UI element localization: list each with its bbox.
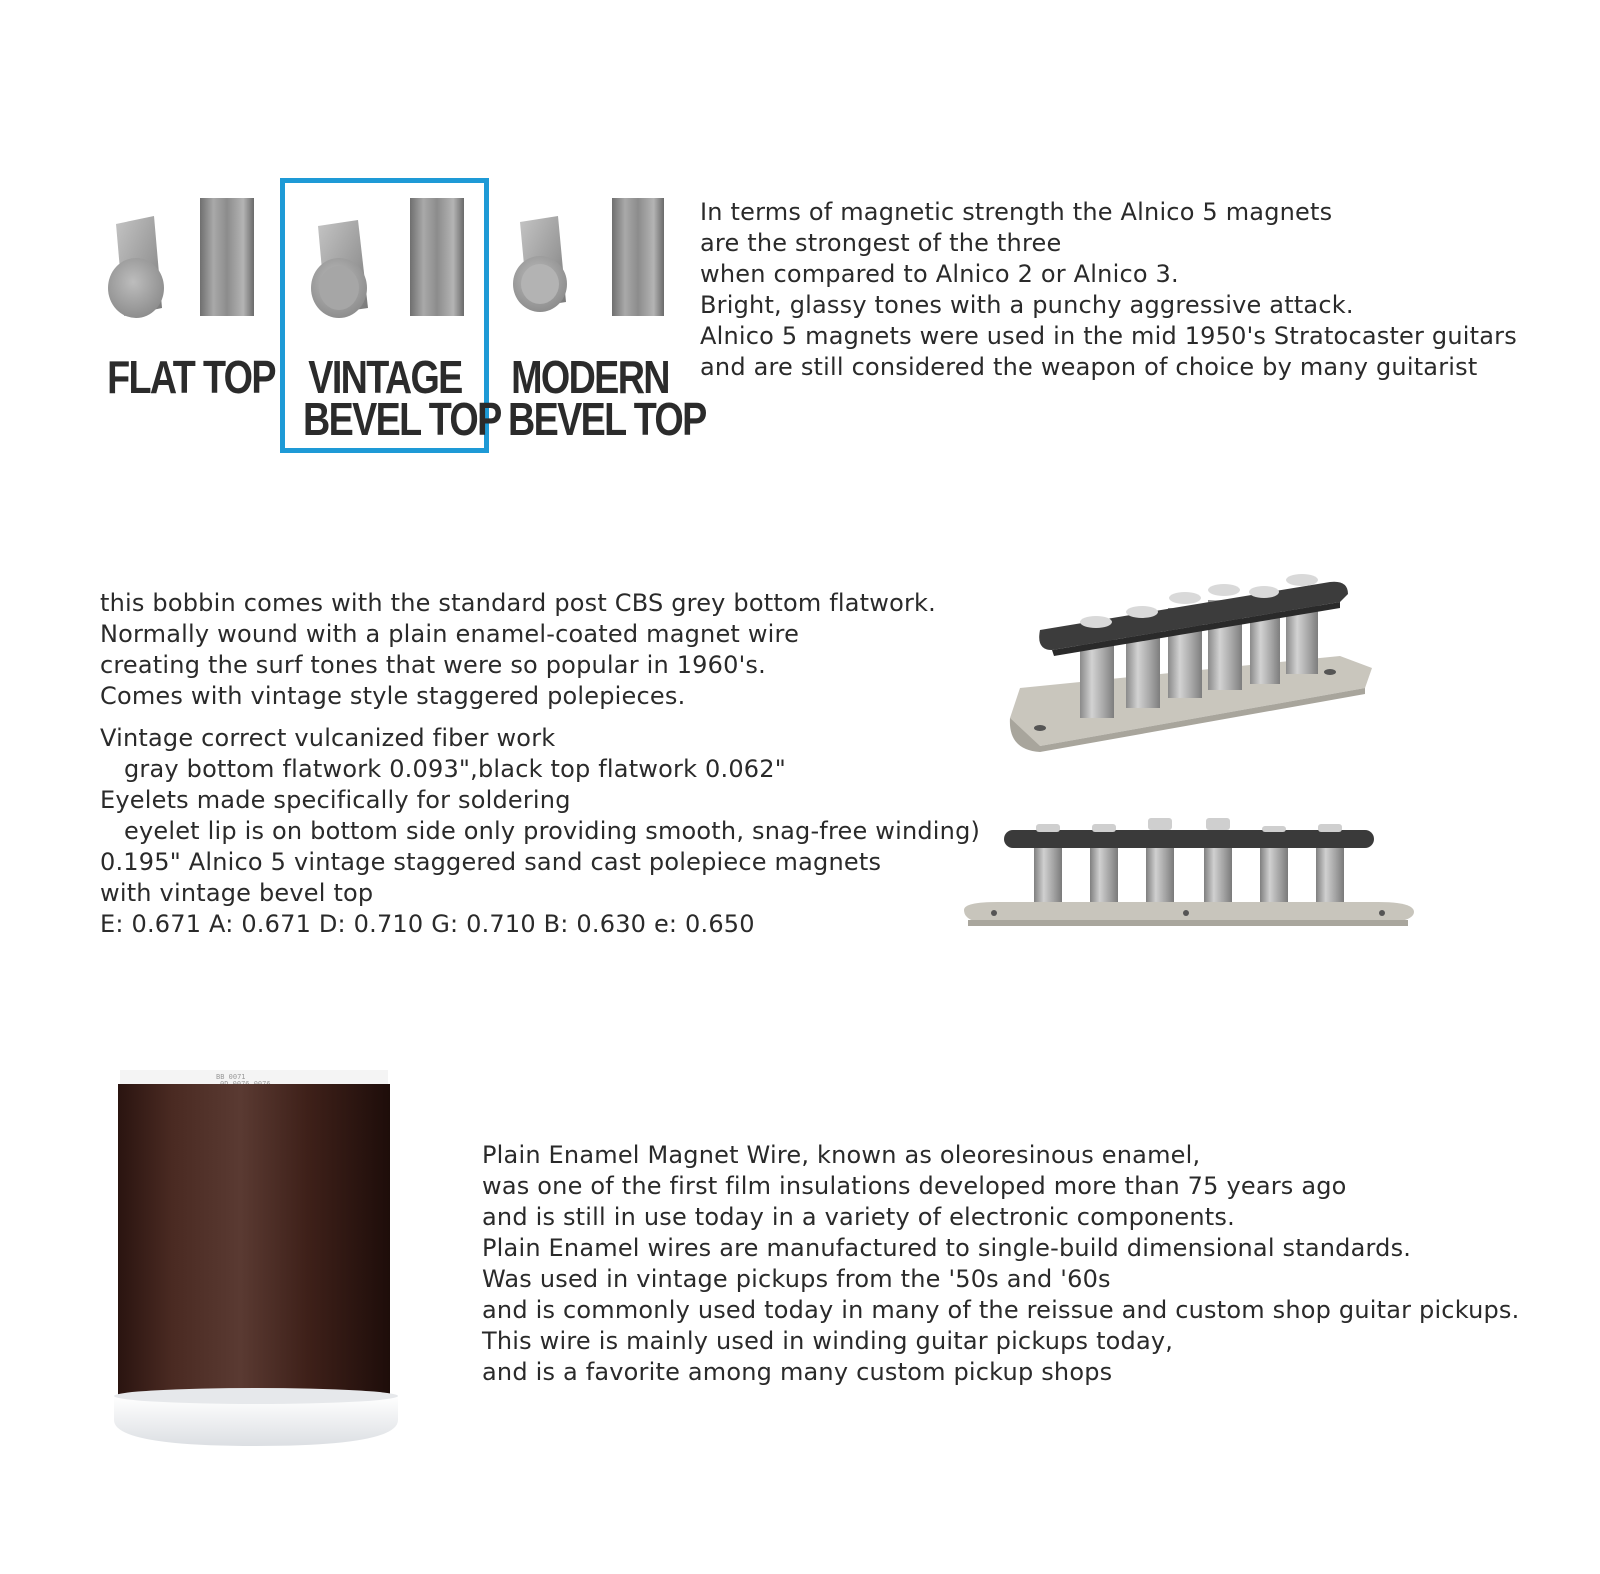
text-line: and is a favorite among many custom pickup shops xyxy=(482,1358,1113,1386)
text-line: Vintage correct vulcanized fiber work xyxy=(100,724,556,752)
text-line: when compared to Alnico 2 or Alnico 3. xyxy=(700,260,1179,288)
spool-label-text: BB 0071 xyxy=(216,1073,246,1081)
text-line: This wire is mainly used in winding guitar pickups today, xyxy=(482,1327,1174,1355)
stagger-heights: E: 0.671 A: 0.671 D: 0.710 G: 0.710 B: 0.630 e: 0.650 xyxy=(100,910,755,938)
bobbin-specs xyxy=(100,723,980,940)
text-line: Plain Enamel Magnet Wire, known as oleoresinous enamel, xyxy=(482,1141,1201,1169)
text-line: 0.195" Alnico 5 vintage staggered sand cast polepiece magnets xyxy=(100,848,882,876)
flat-top-label-line1: FLAT TOP xyxy=(107,351,275,403)
text-line: Plain Enamel wires are manufactured to single-build dimensional standards. xyxy=(482,1234,1412,1262)
bobbin-angled-photo xyxy=(1000,568,1390,758)
text-line: In terms of magnetic strength the Alnico 5 magnets xyxy=(700,198,1333,226)
magnet-wire-description xyxy=(482,1140,1519,1388)
text-line: Bright, glassy tones with a punchy aggressive attack. xyxy=(700,291,1354,319)
text-line: and is commonly used today in many of the reissue and custom shop guitar pickups. xyxy=(482,1296,1520,1324)
flat-top-label xyxy=(107,351,275,403)
text-line: gray bottom flatwork 0.093",black top flatwork 0.062" xyxy=(124,755,786,783)
text-line: was one of the first film insulations developed more than 75 years ago xyxy=(482,1172,1347,1200)
modern-label-line2: BEVEL TOP xyxy=(508,393,706,445)
text-line: with vintage bevel top xyxy=(100,879,374,907)
text-line: this bobbin comes with the standard post CBS grey bottom flatwork. xyxy=(100,589,936,617)
text-line: Eyelets made specifically for soldering xyxy=(100,786,571,814)
text-line: creating the surf tones that were so popular in 1960's. xyxy=(100,651,766,679)
bobbin-side-photo xyxy=(958,812,1418,942)
alnico-description xyxy=(700,197,1517,383)
vintage-label-line2: BEVEL TOP xyxy=(303,393,501,445)
text-line: Was used in vintage pickups from the '50s and '60s xyxy=(482,1265,1111,1293)
text-line: and is still in use today in a variety of electronic components. xyxy=(482,1203,1235,1231)
magnet-wire-spool-photo xyxy=(112,1070,402,1448)
text-line: Alnico 5 magnets were used in the mid 1950's Stratocaster guitars xyxy=(700,322,1517,350)
modern-bevel-top-label xyxy=(508,351,706,445)
flat-top-magnets xyxy=(108,198,254,318)
text-line: eyelet lip is on bottom side only providing smooth, snag-free winding) xyxy=(124,817,981,845)
vintage-label-line1: VINTAGE xyxy=(308,351,462,403)
bobbin-intro xyxy=(100,588,936,712)
text-line: and are still considered the weapon of choice by many guitarist xyxy=(700,353,1478,381)
modern-label-line1: MODERN xyxy=(511,351,669,403)
text-line: Comes with vintage style staggered polepieces. xyxy=(100,682,686,710)
text-line: are the strongest of the three xyxy=(700,229,1062,257)
vintage-bevel-top-label xyxy=(303,351,501,445)
text-line: Normally wound with a plain enamel-coated magnet wire xyxy=(100,620,800,648)
modern-bevel-top-magnets xyxy=(513,198,664,316)
